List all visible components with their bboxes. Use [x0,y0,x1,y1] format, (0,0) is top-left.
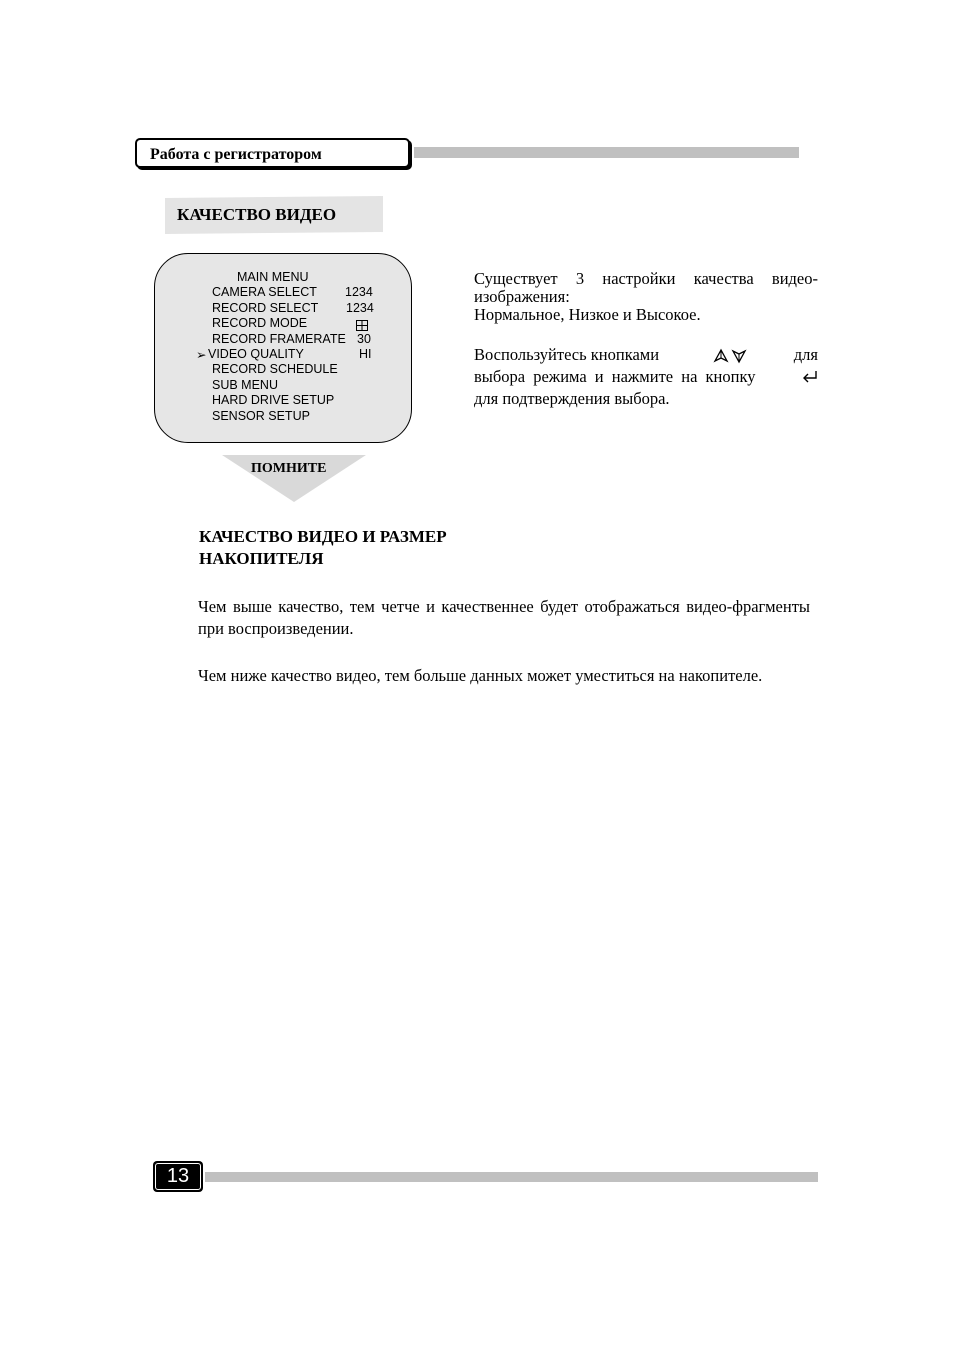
osd-item-value: 30 [357,332,371,346]
button-instructions [474,344,818,410]
instruction-text: выбора режима и нажмите на кнопку [474,367,756,386]
heading-line: НАКОПИТЕЛЯ [199,549,324,568]
quality-description [474,270,818,324]
osd-item-value: 1234 [346,301,374,315]
section-title: КАЧЕСТВО ВИДЕО [177,205,337,224]
text-line: для подтверждения выбора. [474,389,670,408]
heading-line: КАЧЕСТВО ВИДЕО И РАЗМЕР [199,527,447,546]
body-paragraph-2: Чем ниже качество видео, тем больше данных может уместиться на накопителе. [198,666,763,685]
text-line: Существует 3 настройки качества видео- [474,269,818,288]
page-number-badge [153,1161,203,1192]
text-line [474,366,818,388]
instruction-text: для [793,345,818,364]
osd-main-menu [154,253,412,443]
header-tab [135,138,410,168]
remember-label: ПОМНИТЕ [251,461,327,476]
text-line: изображения: [474,287,570,306]
osd-item-value: HI [359,347,372,361]
page-number: 13 [155,1163,201,1190]
osd-item-value: 1234 [345,285,373,299]
header-bar [414,147,799,158]
osd-item-label: SENSOR SETUP [212,409,310,423]
footer-bar [205,1172,818,1182]
osd-item-label: RECORD MODE [212,316,308,330]
osd-item-label: HARD DRIVE SETUP [212,393,335,407]
osd-item-label: SUB MENU [212,378,278,392]
quad-grid-icon [356,318,368,332]
instruction-text: Воспользуйтесь кнопками [474,345,660,364]
osd-item-label: RECORD SCHEDULE [212,362,338,376]
text-line [474,344,818,366]
osd-menu-title: MAIN MENU [237,270,309,284]
selection-arrow-icon: ➢ [196,348,207,362]
osd-item-label: VIDEO QUALITY [208,347,304,361]
up-arrow-icon [713,348,747,364]
header-title: Работа с регистратором [150,146,322,163]
text-line: Нормальное, Низкое и Высокое. [474,305,701,324]
up-down-arrows [713,344,747,366]
enter-icon [802,370,818,384]
storage-heading [199,526,559,570]
body-paragraph-1: Чем выше качество, тем четче и качественнее будет отображаться видео-фрагменты при воспроизведении. [198,597,810,638]
osd-item-label: RECORD FRAMERATE [212,332,346,346]
osd-item-label: CAMERA SELECT [212,285,317,299]
osd-item-label: RECORD SELECT [212,301,319,315]
